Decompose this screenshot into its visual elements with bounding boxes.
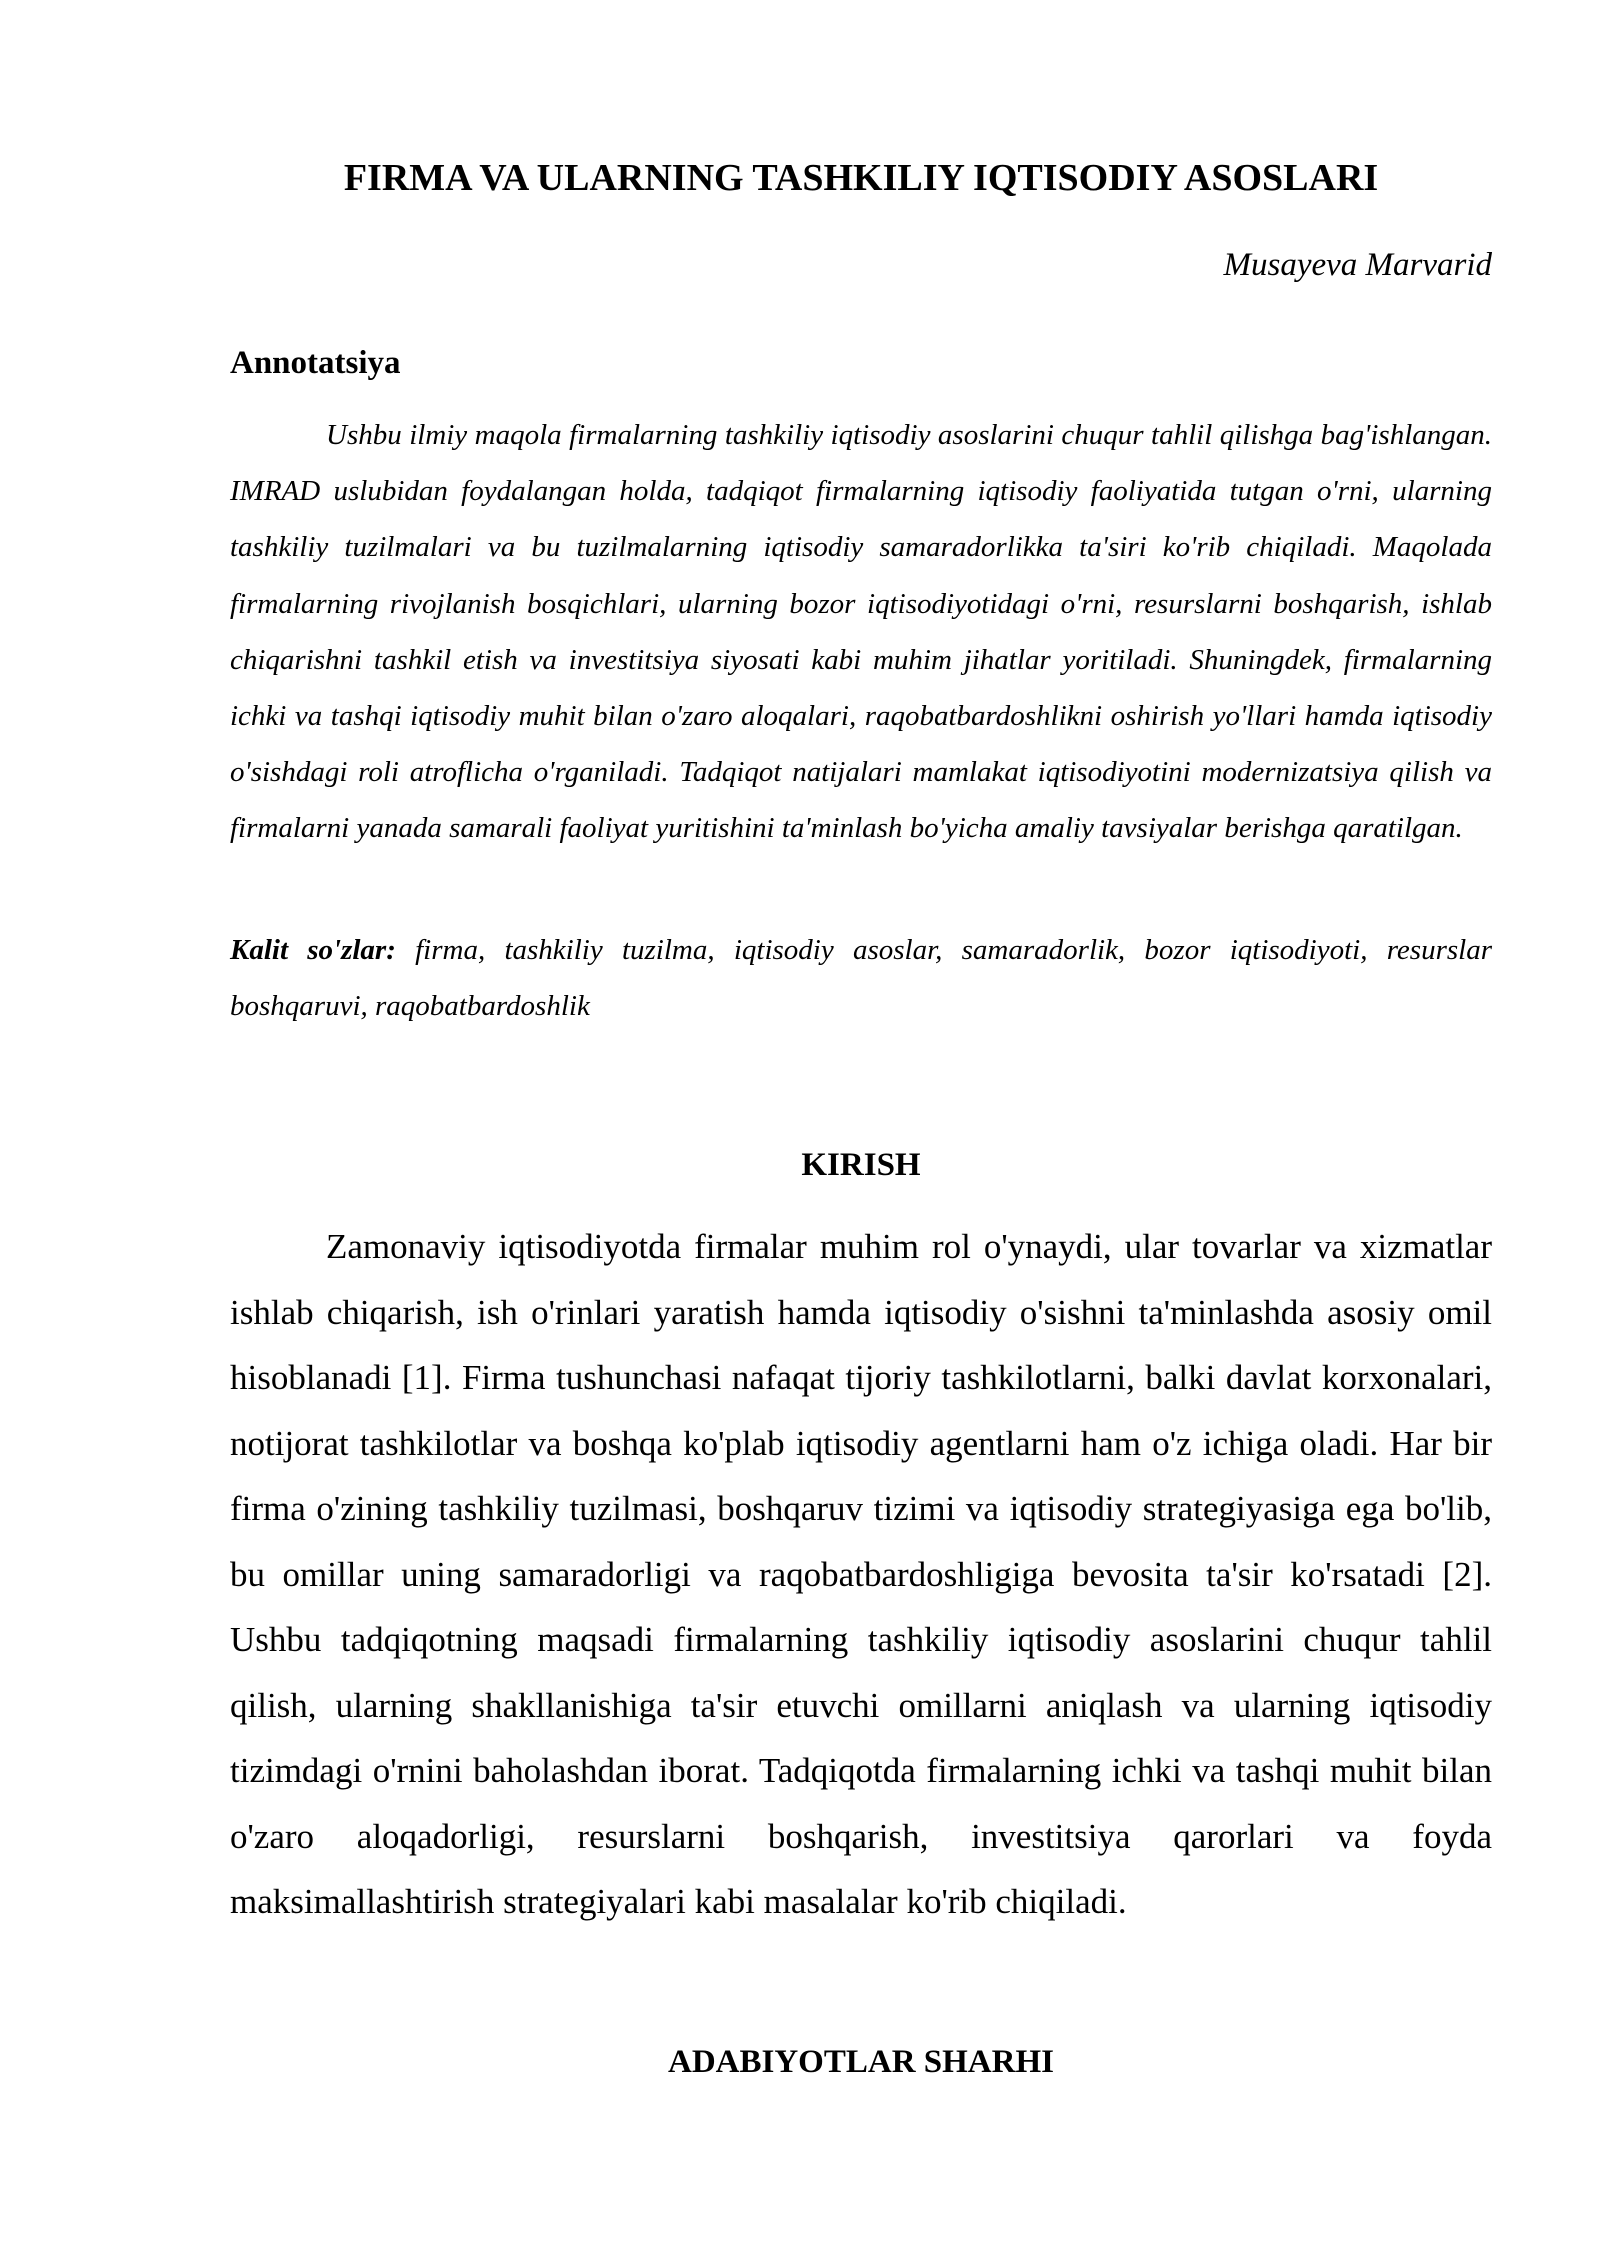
section-heading-adabiyotlar: ADABIYOTLAR SHARHI	[668, 2044, 1054, 2080]
annotation-heading: Annotatsiya	[230, 345, 401, 381]
keywords-paragraph	[230, 922, 1492, 1034]
author-name: Musayeva Marvarid	[1223, 247, 1492, 283]
annotation-text: Ushbu ilmiy maqola firmalarning tashkiliy iqtisodiy asoslarini chuqur tahlil qilishga bag'ishlangan. IMRAD uslubidan foydalangan holda, tadqiqot firmalarning iqtisodiy faoliyatida tutgan o'rni, ularning tashkiliy tuzilmalari va bu tuzilmalarning iqtisodiy samaradorlikka ta'siri ko'rib chiqiladi. Maqolada firmalarning rivojlanish bosqichlari, ularning bozor iqtisodiyotidagi o'rni, resurslarni boshqarish, ishlab chiqarishni tashkil etish va investitsiya siyosati kabi muhim jihatlar yoritiladi. Shuningdek, firmalarning ichki va tashqi iqtisodiy muhit bilan o'zaro aloqalari, raqobatbardoshlikni oshirish yo'llari hamda iqtisodiy o'sishdagi roli atroflicha o'rganiladi. Tadqiqot natijalari mamlakat iqtisodiyotini modernizatsiya qilish va firmalarni yanada samarali faoliyat yuritishini ta'minlash bo'yicha amaliy tavsiyalar berishga qaratilgan.	[230, 419, 1492, 845]
section-heading-kirish: KIRISH	[801, 1147, 921, 1183]
paper-title: FIRMA VA ULARNING TASHKILIY IQTISODIY ASOSLARI	[343, 157, 1379, 199]
keywords-list: firma, tashkiliy tuzilma, iqtisodiy asoslar, samaradorlik, bozor iqtisodiyoti, resurslar boshqaruvi, raqobatbardoshlik	[230, 934, 1492, 1022]
section-text-kirish: Zamonaviy iqtisodiyotda firmalar muhim rol o'ynaydi, ular tovarlar va xizmatlar ishlab chiqarish, ish o'rinlari yaratish hamda iqtisodiy o'sishni ta'minlashda asosiy omil hisoblanadi [1]. Firma tushunchasi nafaqat tijoriy tashkilotlarni, balki davlat korxonalari, notijorat tashkilotlar va boshqa ko'plab iqtisodiy agentlarni ham o'z ichiga oladi. Har bir firma o'zining tashkiliy tuzilmasi, boshqaruv tizimi va iqtisodiy strategiyasiga ega bo'lib, bu omillar uning samaradorligi va raqobatbardoshligiga bevosita ta'sir ko'rsatadi [2]. Ushbu tadqiqotning maqsadi firmalarning tashkiliy iqtisodiy asoslarini chuqur tahlil qilish, ularning shakllanishiga ta'sir etuvchi omillarni aniqlash va ularning iqtisodiy tizimdagi o'rnini baholashdan iborat. Tadqiqotda firmalarning ichki va tashqi muhit bilan o'zaro aloqadorligi, resurslarni boshqarish, investitsiya qarorlari va foyda maksimallashtirish strategiyalari kabi masalalar ko'rib chiqiladi.	[230, 1227, 1492, 1921]
keywords-label: Kalit so'zlar:	[230, 934, 396, 966]
